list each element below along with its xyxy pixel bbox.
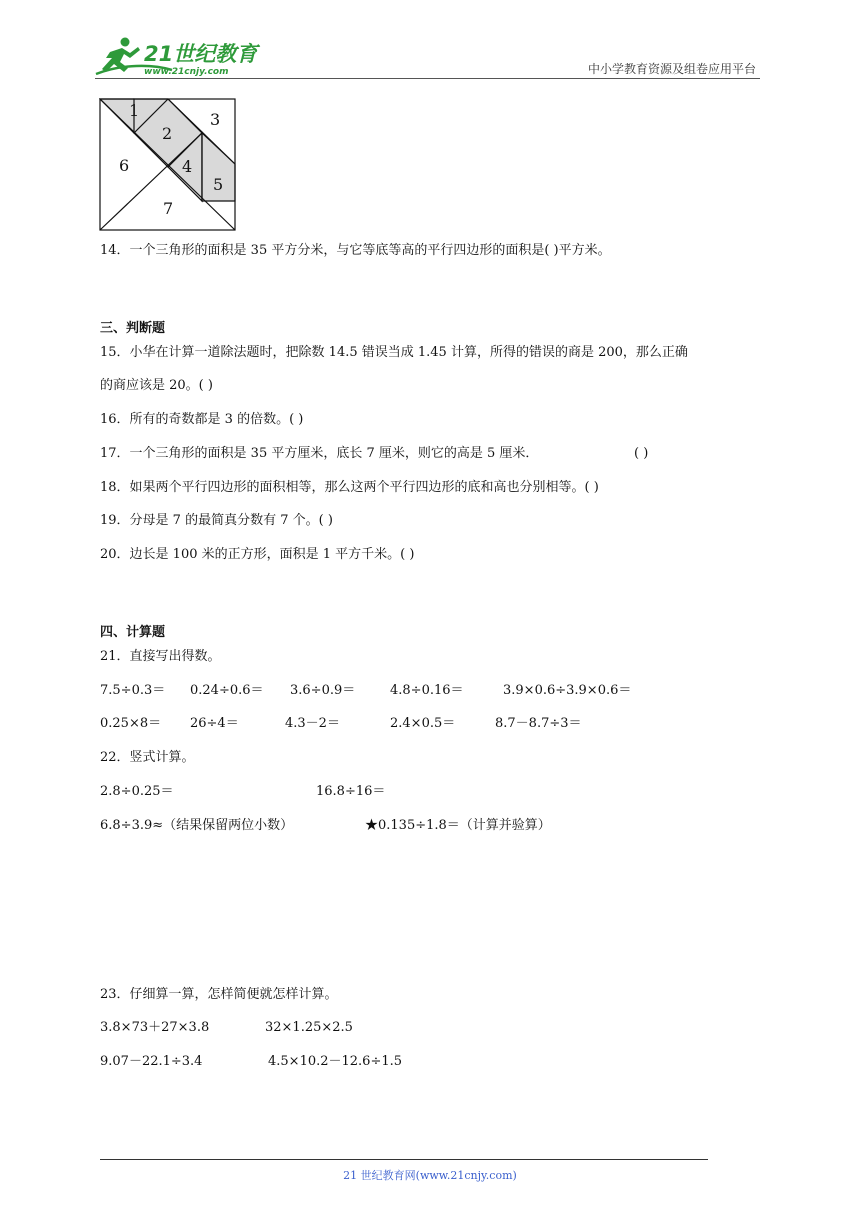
q21-item: 3.9×0.6÷3.9×0.6＝: [503, 683, 632, 698]
question-23-title: 23．仔细算一算，怎样简便就怎样计算。: [100, 987, 338, 1002]
label-7: 7: [163, 199, 174, 218]
q21-item: 7.5÷0.3＝: [100, 683, 166, 698]
q21-item: 4.8÷0.16＝: [390, 683, 464, 698]
q23-item: 32×1.25×2.5: [265, 1020, 353, 1035]
q23-item: 3.8×73＋27×3.8: [100, 1020, 210, 1035]
q23-item: 9.07－22.1÷3.4: [100, 1054, 203, 1069]
label-1: 1: [129, 101, 140, 120]
section-title-judgement: 三、判断题: [100, 321, 166, 336]
question-22-title: 22．竖式计算。: [100, 750, 195, 765]
header-divider: [95, 78, 760, 79]
q21-item: 2.4×0.5＝: [390, 716, 456, 731]
question-20: 20．边长是 100 米的正方形，面积是 1 平方千米。( ): [100, 547, 415, 562]
question-16: 16．所有的奇数都是 3 的倍数。( ): [100, 412, 304, 427]
logo-text: 21世纪教育: [144, 42, 258, 66]
q21-item: 4.3－2＝: [285, 716, 340, 731]
q21-item: 0.25×8＝: [100, 716, 162, 731]
platform-name: 中小学教育资源及组卷应用平台: [587, 62, 756, 76]
label-5: 5: [213, 175, 224, 194]
tangram-figure: [99, 98, 236, 235]
q22-item: 2.8÷0.25＝: [100, 784, 174, 799]
q21-item: 3.6÷0.9＝: [290, 683, 356, 698]
q23-item: 4.5×10.2－12.6÷1.5: [268, 1054, 403, 1069]
footer-divider: [100, 1159, 708, 1160]
footer-link[interactable]: 21 世纪教育网(www.21cnjy.com): [343, 1169, 517, 1182]
label-3: 3: [210, 110, 221, 129]
question-14: 14．一个三角形的面积是 35 平方分米，与它等底等高的平行四边形的面积是( )平方米。: [100, 243, 611, 258]
q21-item: 0.24÷0.6＝: [190, 683, 264, 698]
question-15-line1: 15．小华在计算一道除法题时，把除数 14.5 错误当成 1.45 计算，所得的错误的商是 200，那么正确: [100, 345, 688, 360]
logo-url: www.21cnjy.com: [144, 67, 229, 77]
question-15-line2: 的商应该是 20。( ): [100, 378, 213, 393]
question-17: 17．一个三角形的面积是 35 平方厘米，底长 7 厘米，则它的高是 5 厘米．: [100, 446, 539, 461]
q22-item: ★0.135÷1.8＝（计算并验算）: [365, 818, 551, 833]
question-21-title: 21．直接写出得数。: [100, 649, 221, 664]
q21-item: 26÷4＝: [190, 716, 239, 731]
question-18: 18．如果两个平行四边形的面积相等，那么这两个平行四边形的底和高也分别相等。( ): [100, 480, 599, 495]
label-2: 2: [162, 124, 173, 143]
site-logo[interactable]: [92, 34, 262, 82]
q22-item: 16.8÷16＝: [316, 784, 386, 799]
q21-item: 8.7－8.7÷3＝: [495, 716, 582, 731]
question-19: 19．分母是 7 的最简真分数有 7 个。( ): [100, 513, 333, 528]
label-4: 4: [182, 157, 193, 176]
section-title-calculation: 四、计算题: [100, 625, 166, 640]
q22-item: 6.8÷3.9≈（结果保留两位小数）: [100, 818, 294, 833]
question-17-answer-blank: ( ): [634, 446, 649, 461]
label-6: 6: [119, 156, 130, 175]
